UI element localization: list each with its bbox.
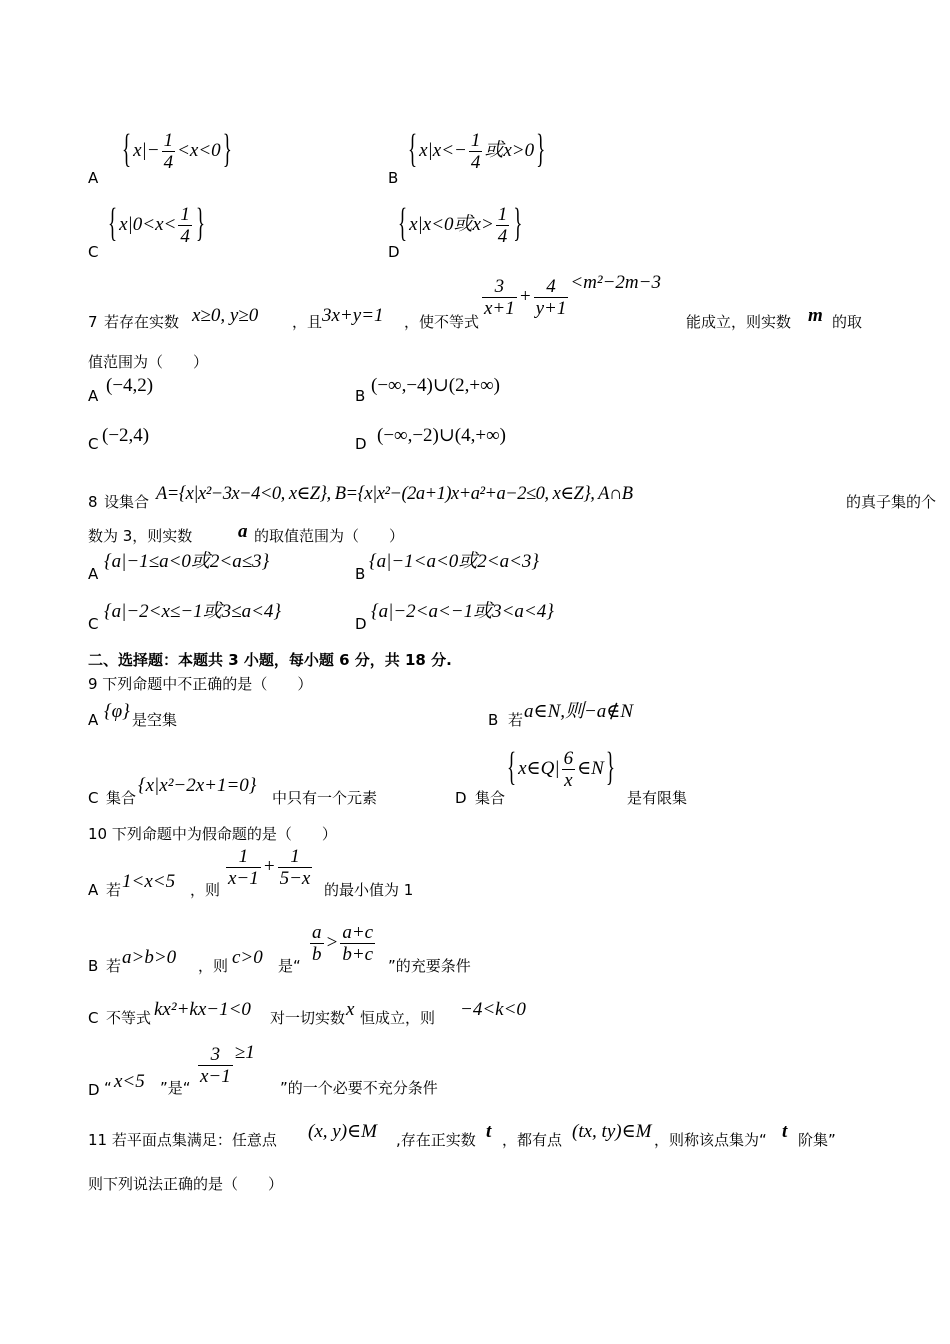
q6-d-expr: x|x<0或x> bbox=[409, 213, 494, 235]
q10-d-expr: $\frac{3}{x-1}$ ≥1 bbox=[200, 1041, 255, 1087]
q9-stem: 9 下列命题中不正确的是（ ） bbox=[88, 675, 313, 693]
q7-inequality: $\frac{3}{x+1}$ + $\frac{4}{y+1}$ <m²−2m−3 bbox=[484, 271, 661, 319]
q6-a-label: A bbox=[88, 169, 99, 187]
q10-a-expr: $\frac{1}{x-1}$ + $\frac{1}{5-x}$ bbox=[228, 846, 311, 889]
q6-a-expr: x|− bbox=[133, 139, 160, 161]
q10-b-expr: $\frac{a}{b}$ > $\frac{a+c}{b+c}$ bbox=[312, 922, 374, 965]
q6-d-label: D bbox=[388, 243, 400, 261]
q7-stem-line2: 值范围为（ ） bbox=[88, 353, 209, 371]
q11-stem-line2: 则下列说法正确的是（ ） bbox=[88, 1175, 284, 1193]
q10-stem: 10 下列命题中为假命题的是（ ） bbox=[88, 825, 337, 843]
q9-d-set: { x∈Q| $\frac{6}{x}$ ∈N } bbox=[507, 745, 615, 791]
section-heading: 二、选择题：本题共 3 小题，每小题 6 分，共 18 分. bbox=[88, 651, 452, 669]
q6-b-expr: x|x<− bbox=[419, 139, 467, 161]
q6-c-expr: x|0<x< bbox=[119, 213, 177, 235]
q6-c-label: C bbox=[88, 243, 99, 261]
q6-b-label: B bbox=[388, 169, 399, 187]
